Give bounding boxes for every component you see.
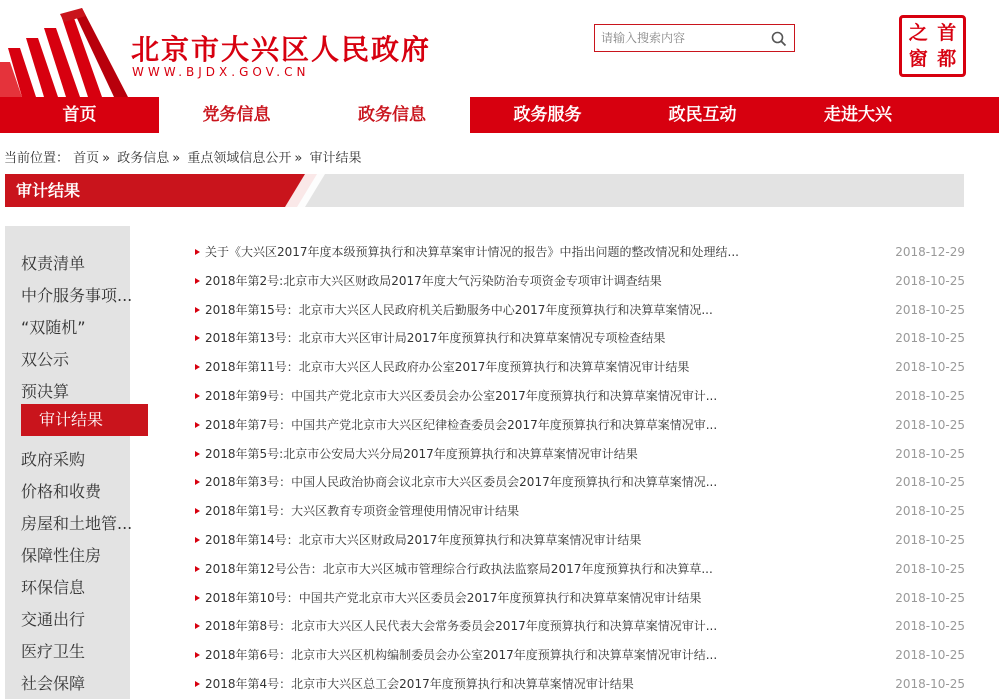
list-item-title[interactable]: 2018年第2号:北京市大兴区财政局2017年度大气污染防治专项资金专项审计调查结果 — [205, 273, 662, 288]
section-title: 审计结果 — [16, 181, 81, 200]
breadcrumb-separator: » — [102, 151, 111, 166]
sidebar-item-prices-fees[interactable]: 价格和收费 — [21, 482, 102, 501]
list-item — [195, 468, 965, 497]
sidebar-item-transportation[interactable]: 交通出行 — [21, 610, 86, 629]
bullet-icon — [195, 508, 200, 514]
nav-item-party-affairs[interactable]: 党务信息 — [159, 97, 314, 133]
gate-logo-icon[interactable] — [0, 8, 135, 97]
breadcrumb-key-areas[interactable]: 重点领域信息公开 — [187, 151, 292, 166]
seal-char: 都 — [937, 47, 957, 70]
bullet-icon — [195, 451, 200, 457]
sidebar — [5, 226, 133, 699]
list-item-title[interactable]: 2018年第7号：中国共产党北京市大兴区纪律检查委员会2017年度预算执行和决算草案情况审... — [205, 417, 718, 432]
sidebar-item-social-security[interactable]: 社会保障 — [21, 674, 86, 693]
list-item — [195, 382, 965, 411]
list-item — [195, 324, 965, 353]
list-item — [195, 296, 965, 325]
site-url: WWW.BJDX.GOV.CN — [132, 65, 310, 79]
list-item — [195, 584, 965, 613]
list-item — [195, 555, 965, 584]
nav-item-home[interactable]: 首页 — [62, 105, 97, 125]
list-item-date: 2018-10-25 — [895, 676, 965, 691]
bullet-icon — [195, 623, 200, 629]
seal-char: 之 — [908, 21, 928, 44]
list-item-title[interactable]: 2018年第11号：北京市大兴区人民政府办公室2017年度预算执行和决算草案情况审计结果 — [205, 360, 690, 375]
list-item-date: 2018-10-25 — [895, 331, 965, 346]
bullet-icon — [195, 537, 200, 543]
bullet-icon — [195, 479, 200, 485]
list-item-date: 2018-10-25 — [895, 446, 965, 461]
list-item-date: 2018-10-25 — [895, 590, 965, 605]
list-item — [195, 526, 965, 555]
list-item-date: 2018-10-25 — [895, 360, 965, 375]
breadcrumb-separator: » — [294, 151, 303, 166]
search-icon[interactable] — [770, 30, 788, 48]
site-header — [0, 0, 999, 97]
nav-item-government-services[interactable]: 政务服务 — [513, 105, 582, 125]
list-item-date: 2018-10-25 — [895, 273, 965, 288]
list-item — [195, 440, 965, 469]
sidebar-item-budget[interactable]: 预决算 — [21, 382, 70, 401]
bullet-icon — [195, 393, 200, 399]
sidebar-item-procurement[interactable]: 政府采购 — [21, 450, 86, 469]
list-item-title[interactable]: 2018年第5号:北京市公安局大兴分局2017年度预算执行和决算草案情况审计结果 — [205, 446, 638, 461]
breadcrumb-home[interactable]: 首页 — [73, 151, 100, 166]
section-header-bar — [5, 174, 964, 207]
list-item-date: 2018-10-25 — [895, 561, 965, 576]
sidebar-item-affordable-housing[interactable]: 保障性住房 — [21, 546, 102, 565]
sidebar-item-audit-results[interactable]: 审计结果 — [21, 404, 148, 436]
list-item-title[interactable]: 2018年第13号：北京市大兴区审计局2017年度预算执行和决算草案情况专项检查结果 — [205, 331, 666, 346]
list-item-title[interactable]: 2018年第12号公告：北京市大兴区城市管理综合行政执法监察局2017年度预算执行和决算草... — [205, 561, 713, 576]
audit-results-list — [195, 238, 965, 699]
sidebar-item-double-random[interactable]: “双随机” — [21, 318, 86, 337]
nav-item-about-daxing[interactable]: 走进大兴 — [824, 105, 892, 125]
list-item — [195, 353, 965, 382]
bullet-icon — [195, 364, 200, 370]
list-item-date: 2018-10-25 — [895, 417, 965, 432]
bullet-icon — [195, 278, 200, 284]
list-item-title[interactable]: 关于《大兴区2017年度本级预算执行和决算草案审计情况的报告》中指出问题的整改情况和处理结... — [205, 245, 739, 259]
main-nav — [0, 97, 999, 133]
search-input[interactable] — [595, 25, 765, 51]
bullet-icon — [195, 307, 200, 313]
list-item-title[interactable]: 2018年第9号：中国共产党北京市大兴区委员会办公室2017年度预算执行和决算草案情况审计... — [205, 388, 718, 403]
list-item-title[interactable]: 2018年第8号：北京市大兴区人民代表大会常务委员会2017年度预算执行和决算草案情况审计... — [205, 619, 718, 634]
list-item-date: 2018-10-25 — [895, 648, 965, 663]
list-item — [195, 238, 965, 267]
list-item-title[interactable]: 2018年第1号：大兴区教育专项资金管理使用情况审计结果 — [205, 504, 520, 519]
bullet-icon — [195, 681, 200, 687]
list-item-date: 2018-10-25 — [895, 302, 965, 317]
sidebar-item-power-list[interactable]: 权责清单 — [21, 254, 86, 273]
bullet-icon — [195, 595, 200, 601]
list-item — [195, 641, 965, 670]
capital-window-seal-logo[interactable] — [899, 15, 966, 77]
bullet-icon — [195, 566, 200, 572]
list-item-title[interactable]: 2018年第3号：中国人民政治协商会议北京市大兴区委员会2017年度预算执行和决算草案情况... — [205, 475, 718, 490]
list-item — [195, 411, 965, 440]
bullet-icon — [195, 249, 200, 255]
list-item-title[interactable]: 2018年第15号：北京市大兴区人民政府机关后勤服务中心2017年度预算执行和决算草案情况... — [205, 302, 713, 317]
nav-item-public-interaction[interactable]: 政民互动 — [668, 105, 737, 125]
breadcrumb-separator: » — [172, 151, 181, 166]
sidebar-item-intermediary-services[interactable]: 中介服务事项... — [21, 286, 133, 305]
list-item — [195, 612, 965, 641]
list-item-title[interactable]: 2018年第10号：中国共产党北京市大兴区委员会2017年度预算执行和决算草案情况审计结果 — [205, 590, 702, 605]
list-item-date: 2018-10-25 — [895, 532, 965, 547]
sidebar-item-double-publicity[interactable]: 双公示 — [21, 350, 70, 369]
list-item-title[interactable]: 2018年第4号：北京市大兴区总工会2017年度预算执行和决算草案情况审计结果 — [205, 676, 634, 691]
sidebar-item-housing-land[interactable]: 房屋和土地管... — [21, 514, 133, 533]
search-box — [594, 24, 795, 52]
bullet-icon — [195, 652, 200, 658]
list-item — [195, 267, 965, 296]
bullet-icon — [195, 335, 200, 341]
breadcrumb — [4, 147, 362, 166]
seal-char: 窗 — [908, 47, 928, 70]
list-item-title[interactable]: 2018年第6号：北京市大兴区机构编制委员会办公室2017年度预算执行和决算草案情况审计结... — [205, 648, 718, 663]
breadcrumb-current[interactable]: 审计结果 — [309, 151, 362, 166]
list-item-date: 2018-10-25 — [895, 475, 965, 490]
list-item-date: 2018-10-25 — [895, 619, 965, 634]
site-title[interactable]: 北京市大兴区人民政府 — [131, 33, 432, 66]
breadcrumb-label: 当前位置： — [4, 151, 70, 166]
sidebar-item-environment[interactable]: 环保信息 — [21, 578, 86, 597]
bullet-icon — [195, 422, 200, 428]
nav-item-government-info[interactable]: 政务信息 — [314, 97, 470, 133]
list-item-date: 2018-10-25 — [895, 388, 965, 403]
list-item-date: 2018-10-25 — [895, 504, 965, 519]
list-item — [195, 670, 965, 699]
list-item — [195, 497, 965, 526]
seal-char: 首 — [937, 21, 957, 44]
list-item-title[interactable]: 2018年第14号：北京市大兴区财政局2017年度预算执行和决算草案情况审计结果 — [205, 532, 642, 547]
list-item-date: 2018-12-29 — [895, 245, 965, 259]
breadcrumb-government-info[interactable]: 政务信息 — [117, 151, 170, 166]
sidebar-item-healthcare[interactable]: 医疗卫生 — [21, 642, 86, 661]
